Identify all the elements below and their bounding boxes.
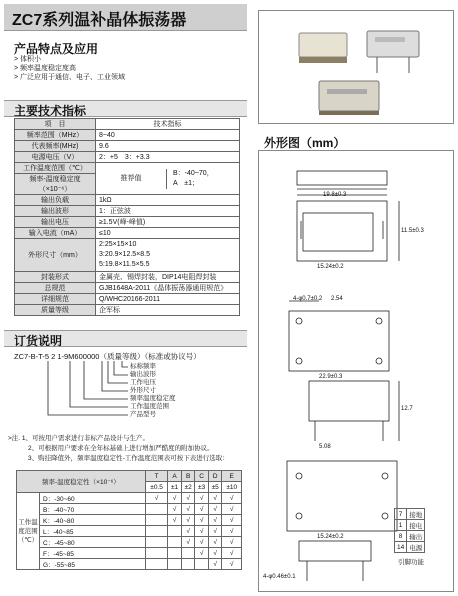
check-cell xyxy=(145,526,168,537)
table-row xyxy=(17,515,242,526)
stability-corner: 频率-温度稳定性（×10⁻⁶） xyxy=(17,471,146,493)
code-cell: D xyxy=(208,471,222,482)
tol-cell: ±5 xyxy=(208,482,222,493)
check-cell: √ xyxy=(222,548,242,559)
check-cell xyxy=(145,548,168,559)
spec-value: 金属壳、锡焊封装，DIP14电阻焊封装 xyxy=(96,272,240,283)
code-label: 工作温度范围 xyxy=(130,403,169,410)
package-top-view xyxy=(287,461,397,531)
spec-value: 1：正弦波 xyxy=(96,206,240,217)
dim-label: 22.9±0.3 xyxy=(319,374,343,380)
package-dip-view xyxy=(289,311,389,371)
table-row xyxy=(17,526,242,537)
package-top-view xyxy=(297,201,387,261)
code-cell: A xyxy=(168,471,182,482)
temp-range-value: B：-40~70， xyxy=(173,169,214,177)
spec-key: 详细规范 xyxy=(15,294,96,305)
pin-number: 14 xyxy=(395,542,407,553)
table-row xyxy=(15,206,240,217)
feature-item: > 频率温度稳定度高 xyxy=(14,65,77,72)
dim-label: 12.7 xyxy=(401,406,413,412)
code-cell: B xyxy=(181,471,195,482)
check-cell: √ xyxy=(208,548,222,559)
note-item: 2、可根据用户要求在全年标基础上进行增加严酷度的附加协议。 xyxy=(28,445,214,452)
check-cell: √ xyxy=(181,493,195,504)
dim-label: 19.8±0.3 xyxy=(323,192,347,198)
range-cell: L：-40~85 xyxy=(40,526,146,537)
check-cell xyxy=(145,559,168,570)
spec-key: 电源电压（V） xyxy=(15,152,96,163)
spec-key: 质量等级 xyxy=(15,305,96,316)
check-cell: √ xyxy=(168,504,182,515)
check-cell: √ xyxy=(208,537,222,548)
oscillator-image xyxy=(299,31,419,115)
features-list xyxy=(14,55,125,82)
connector-line xyxy=(84,361,128,399)
package-side-view xyxy=(299,541,371,561)
check-cell xyxy=(168,559,182,570)
check-cell: √ xyxy=(195,504,209,515)
table-row xyxy=(15,130,240,141)
dim-label: 15.24±0.2 xyxy=(317,264,344,270)
dim-label: 11.5±0.3 xyxy=(401,228,424,234)
dim-label: 2.54 xyxy=(331,296,343,302)
check-cell: √ xyxy=(195,526,209,537)
table-row xyxy=(17,504,242,515)
ordering-heading-bar xyxy=(4,330,247,347)
spec-key: 输出负载 xyxy=(15,195,96,206)
pin-caption: 引脚功能 xyxy=(398,559,424,566)
check-cell: √ xyxy=(222,537,242,548)
title-bar xyxy=(4,4,247,31)
range-cell: C：-45~80 xyxy=(40,537,146,548)
pin-number: 8 xyxy=(395,531,407,542)
code-label: 工作电压 xyxy=(130,379,156,386)
connector-line xyxy=(114,361,128,375)
stability-table xyxy=(16,470,242,570)
spec-key: 外形尺寸（mm） xyxy=(15,239,96,272)
code-label: 频率温度稳定度 xyxy=(130,395,176,402)
spec-header-item: 项 目 xyxy=(15,119,96,130)
package-side-view xyxy=(297,171,387,185)
package-side-view xyxy=(309,381,389,421)
check-cell xyxy=(168,537,182,548)
spec-key: 频率范围（MHz） xyxy=(15,130,96,141)
pin-function: 接地 xyxy=(407,509,425,520)
tol-cell: ±2 xyxy=(181,482,195,493)
page-title: ZC7系列温补晶体振荡器 xyxy=(12,12,187,29)
check-cell: √ xyxy=(168,515,182,526)
dim-label: 15.24±0.2 xyxy=(317,534,344,540)
check-cell: √ xyxy=(222,526,242,537)
check-cell xyxy=(195,559,209,570)
range-cell: G：-55~85 xyxy=(40,559,146,570)
spec-value: 企军标 xyxy=(96,305,240,316)
pin-number: 7 xyxy=(395,509,407,520)
table-row xyxy=(17,471,242,482)
spec-header-value: 技术指标 xyxy=(96,119,240,130)
check-cell xyxy=(145,515,168,526)
feature-item: > 体积小 xyxy=(14,56,42,63)
product-photo-art xyxy=(259,11,453,123)
table-row xyxy=(17,559,242,570)
check-cell: √ xyxy=(222,504,242,515)
check-cell: √ xyxy=(222,493,242,504)
check-cell: √ xyxy=(222,515,242,526)
pin-function: 输出 xyxy=(407,531,425,542)
check-cell: √ xyxy=(195,548,209,559)
check-cell: √ xyxy=(222,559,242,570)
tol-cell: ±0.5 xyxy=(145,482,168,493)
table-row xyxy=(15,195,240,206)
note-item: >注. 1、可按用户需求进行非标产品设计与生产。 xyxy=(8,435,150,442)
spec-value: 2:25×15×10 3:20.9×12.5×8.5 5:19.8×11.5×5.5 xyxy=(96,239,240,272)
check-cell: √ xyxy=(208,493,222,504)
range-cell: F：-45~85 xyxy=(40,548,146,559)
tol-cell: ±1 xyxy=(168,482,182,493)
spec-key: 总规范 xyxy=(15,283,96,294)
recommended-label: 推荐值 xyxy=(96,169,167,189)
check-cell xyxy=(145,504,168,515)
check-cell: √ xyxy=(181,515,195,526)
check-cell: √ xyxy=(208,526,222,537)
spec-value: ≥1.5V(峰-峰值) xyxy=(96,217,240,228)
table-row xyxy=(15,163,240,174)
order-code: ZC7-B-T-5 2 1-9M600000（质量等级）（标准或协议号） xyxy=(14,352,201,361)
tol-cell: ±3 xyxy=(195,482,209,493)
check-cell xyxy=(168,526,182,537)
check-cell: √ xyxy=(181,504,195,515)
code-label: 标称频率 xyxy=(130,363,156,370)
features-heading: 产品特点及应用 xyxy=(14,42,99,56)
dim-label: 4-φ0.46±0.1 xyxy=(263,574,296,580)
check-cell: √ xyxy=(208,559,222,570)
code-cell: C xyxy=(195,471,209,482)
order-code-diagram xyxy=(40,361,140,431)
check-cell xyxy=(181,548,195,559)
note-item: 3、购挂降值外，频率温度稳定性-工作温度范围表可按下表进行选取： xyxy=(28,455,229,462)
spec-key: 输出电压 xyxy=(15,217,96,228)
check-cell xyxy=(145,537,168,548)
outline-heading: 外形图（mm） xyxy=(264,136,346,150)
spec-value: GJB1648A-2011《晶体振荡器通用规范》 xyxy=(96,283,240,294)
spec-table xyxy=(14,118,240,316)
table-row xyxy=(15,217,240,228)
table-row xyxy=(15,305,240,316)
check-cell xyxy=(181,559,195,570)
table-row xyxy=(15,283,240,294)
table-row xyxy=(15,228,240,239)
spec-value-block xyxy=(96,163,240,195)
code-label: 输出波形 xyxy=(130,371,156,378)
specs-heading: 主要技术指标 xyxy=(14,104,87,118)
table-row xyxy=(15,294,240,305)
code-cell: T xyxy=(145,471,168,482)
connector-line xyxy=(70,361,128,407)
spec-key: 输出波形 xyxy=(15,206,96,217)
range-cell: K：-40~80 xyxy=(40,515,146,526)
table-row xyxy=(395,542,425,553)
table-row xyxy=(15,239,240,272)
check-cell: √ xyxy=(208,515,222,526)
check-cell: √ xyxy=(181,537,195,548)
table-row xyxy=(17,548,242,559)
table-row xyxy=(15,152,240,163)
table-row xyxy=(17,537,242,548)
connector-line xyxy=(122,361,128,367)
code-cell: E xyxy=(222,471,242,482)
spec-key: 工作温度范围（℃） xyxy=(15,163,96,174)
product-photo xyxy=(258,10,454,124)
check-cell: √ xyxy=(145,493,168,504)
check-cell: √ xyxy=(195,537,209,548)
side-label: 工作温度范围（℃） xyxy=(17,493,40,570)
spec-key: 频率-温度稳定度（×10⁻⁶） xyxy=(15,174,96,195)
spec-value: 2：+5 3：+3.3 xyxy=(96,152,240,163)
check-cell: √ xyxy=(181,526,195,537)
code-label: 外形尺寸 xyxy=(130,387,156,394)
feature-item: > 广泛应用于通信、电子、工业领域 xyxy=(14,74,126,81)
check-cell xyxy=(168,548,182,559)
table-row xyxy=(395,520,425,531)
table-row xyxy=(395,531,425,542)
check-cell: √ xyxy=(195,493,209,504)
pin-function: 接电 xyxy=(407,520,425,531)
pin-function: 电源 xyxy=(407,542,425,553)
table-row xyxy=(17,493,242,504)
spec-value: ≤10 xyxy=(96,228,240,239)
tol-cell: ±10 xyxy=(222,482,242,493)
spec-value: 1kΩ xyxy=(96,195,240,206)
dim-label: 5.08 xyxy=(319,444,331,450)
spec-value: 8~40 xyxy=(96,130,240,141)
order-code-labels xyxy=(130,363,176,419)
table-row xyxy=(395,509,425,520)
order-notes xyxy=(8,434,253,464)
check-cell: √ xyxy=(208,504,222,515)
check-cell: √ xyxy=(168,493,182,504)
dim-label: 4-φ0.7±0.2 xyxy=(293,296,323,302)
specs-heading-bar xyxy=(4,100,247,117)
range-cell: B：-40~70 xyxy=(40,504,146,515)
connector-line xyxy=(108,361,128,383)
stability-value: A ±1； xyxy=(173,179,200,187)
check-cell: √ xyxy=(195,515,209,526)
spec-value: 9.6 xyxy=(96,141,240,152)
table-row xyxy=(15,119,240,130)
spec-key: 代表频率(MHz) xyxy=(15,141,96,152)
spec-key: 封装形式 xyxy=(15,272,96,283)
code-label: 产品型号 xyxy=(130,411,156,418)
pin-number: 1 xyxy=(395,520,407,531)
connector-line xyxy=(102,361,128,391)
spec-value: Q/WHC20166-2011 xyxy=(96,294,240,305)
ordering-heading: 订货说明 xyxy=(14,334,63,348)
spec-key: 输入电流（mA） xyxy=(15,228,96,239)
range-cell: D：-30~60 xyxy=(40,493,146,504)
table-row xyxy=(15,272,240,283)
table-row xyxy=(15,141,240,152)
pin-table xyxy=(394,508,425,553)
